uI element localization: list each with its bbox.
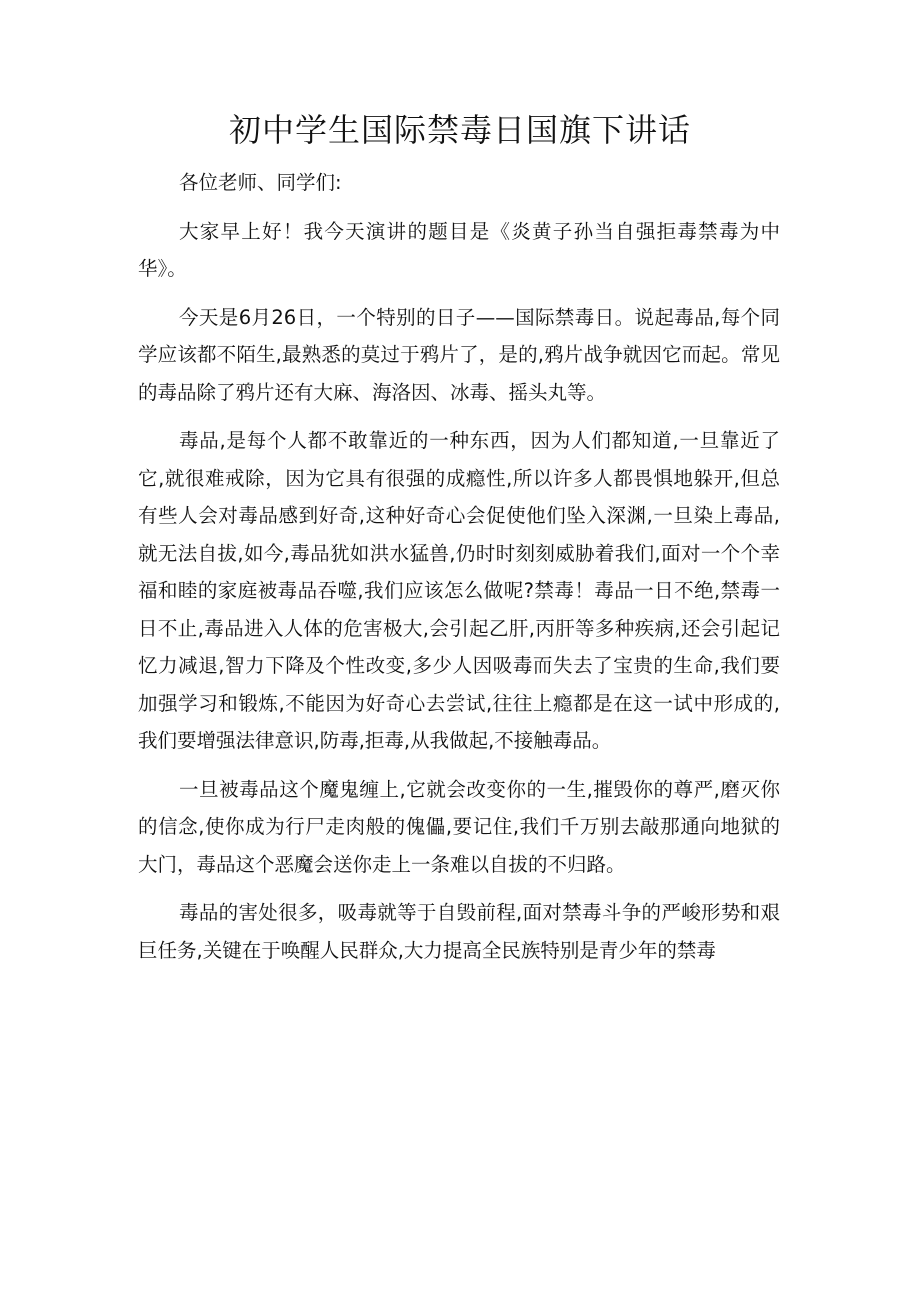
document-title: 初中学生国际禁毒日国旗下讲话 (228, 111, 691, 149)
document-body (138, 164, 780, 980)
paragraph-speech-topic: 大家早上好！我今天演讲的题目是《炎黄子孙当自强拒毒禁毒为中华》。 (138, 219, 780, 280)
paragraph-drug-demon: 一旦被毒品这个魔鬼缠上,它就会改变你的一生,摧毁你的尊严,磨灭你的信念,使你成为行尸走肉般的傀儡,要记住,我们千万别去敲那通向地狱的大门，毒品这个恶魔会送你走上一条难以自拔的不归路。 (138, 777, 780, 876)
paragraph-drug-dangers: 毒品,是每个人都不敢靠近的一种东西，因为人们都知道,一旦靠近了它,就很难戒除，因为它具有很强的成瘾性,所以许多人都畏惧地躲开,但总有些人会对毒品感到好奇,这种好奇心会促使他们坠入深渊,一旦染上毒品,就无法自拔,如今,毒品犹如洪水猛兽,仍时时刻刻威胁着我们,面对一个个幸福和睦的家庭被毒品吞噬,我们应该怎么做呢?禁毒！毒品一日不绝,禁毒一日不止,毒品进入人体的危害极大,会引起乙肝,丙肝等多种疾病,还会引起记忆力减退,智力下降及个性改变,多少人因吸毒而失去了宝贵的生命,我们要加强学习和锻炼,不能因为好奇心去尝试,往往上瘾都是在这一试中形成的,我们要增强法律意识,防毒,拒毒,从我做起,不接触毒品。 (138, 429, 780, 752)
paragraph-drug-day-intro: 今天是6月26日，一个特别的日子——国际禁毒日。说起毒品,每个同学应该都不陌生,最熟悉的莫过于鸦片了，是的,鸦片战争就因它而起。常见的毒品除了鸦片还有大麻、海洛因、冰毒、摇头丸等。 (138, 305, 780, 404)
paragraph-greeting: 各位老师、同学们: (179, 171, 342, 194)
paragraph-drug-harms: 毒品的害处很多，吸毒就等于自毁前程,面对禁毒斗争的严峻形势和艰巨任务,关键在于唤醒人民群众,大力提高全民族特别是青少年的禁毒 (138, 901, 780, 962)
